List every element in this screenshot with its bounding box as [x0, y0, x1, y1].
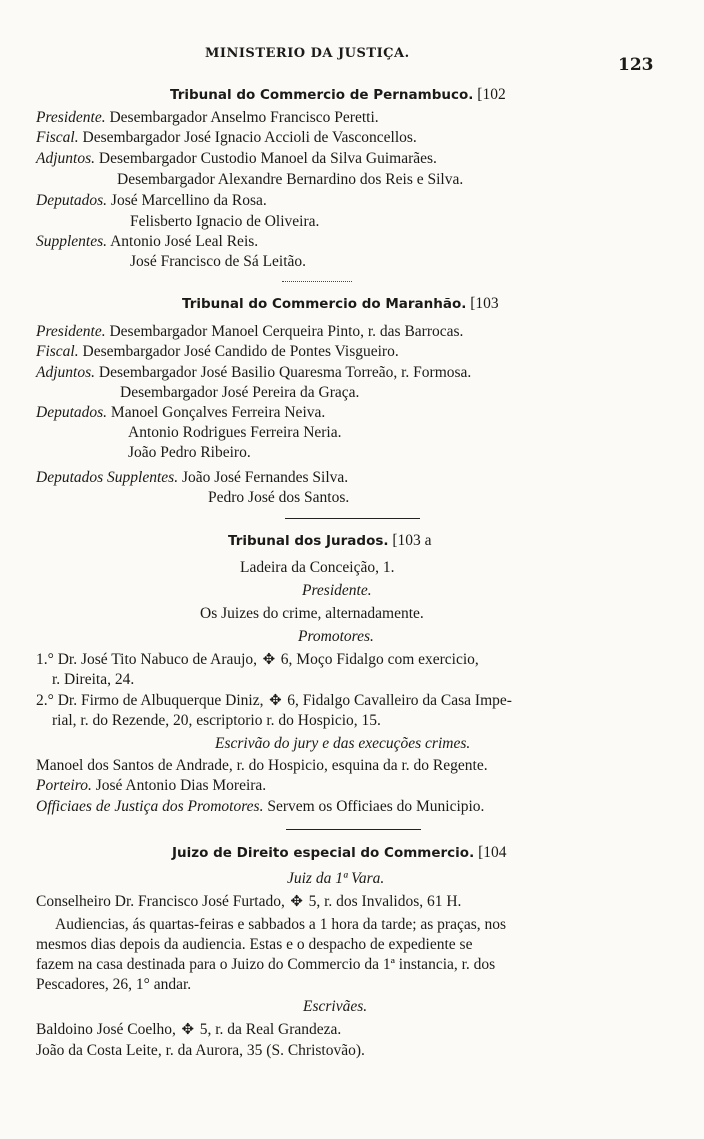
juizo-ref: [104	[478, 844, 507, 861]
cross-of-order-icon: ✥	[290, 894, 303, 910]
audiencias-line-1: Audiencias, ás quartas-feiras e sabbados a 1 hora da tarde; as praças, nos	[55, 916, 507, 933]
label: Fiscal.	[36, 129, 79, 146]
maranhao-ref: [103	[470, 295, 499, 312]
audiencias-line-4: Pescadores, 26, 1° andar.	[36, 976, 192, 993]
pernambuco-fiscal	[36, 128, 417, 148]
value: Conselheiro Dr. Francisco José Furtado,	[36, 893, 285, 910]
pernambuco-deputado-2: Felisberto Ignacio de Oliveira.	[130, 213, 320, 230]
pernambuco-deputados	[36, 191, 267, 211]
value: Desembargador José Ignacio Accioli de Vasconcellos.	[82, 129, 417, 146]
label: Deputados.	[36, 404, 108, 421]
maranhao-adjunto-2: Desembargador José Pereira da Graça.	[120, 384, 360, 401]
label: Adjuntos.	[36, 150, 95, 167]
label: Adjuntos.	[36, 364, 95, 381]
ministry-header: MINISTERIO DA JUSTIÇA.	[205, 46, 410, 61]
maranhao-supplentes	[36, 468, 348, 488]
value: 6, Fidalgo Cavalleiro da Casa Impe-	[287, 692, 512, 709]
cross-of-order-icon: ✥	[181, 1022, 195, 1038]
label: Presidente.	[36, 323, 106, 340]
juizo-heading	[172, 843, 507, 863]
pernambuco-supplentes	[36, 232, 258, 252]
promotor-2	[36, 691, 512, 711]
jurados-promotores-label: Promotores.	[298, 628, 374, 645]
escrivao-label: Escrivão do jury e das execuções crimes.	[215, 735, 471, 752]
pernambuco-heading	[170, 85, 506, 105]
label: Deputados.	[36, 192, 108, 209]
pernambuco-adjuntos	[36, 149, 437, 169]
escrivao-2: João da Costa Leite, r. da Aurora, 35 (S. Christovão).	[36, 1042, 365, 1059]
value: José Antonio Dias Moreira.	[95, 777, 267, 794]
juizo-title: Juizo de Direito especial do Commercio.	[172, 845, 475, 861]
pernambuco-supplente-2: José Francisco de Sá Leitão.	[130, 253, 307, 270]
maranhao-fiscal	[36, 342, 399, 362]
cross-of-order-icon: ✥	[269, 693, 282, 709]
value: 6, Moço Fidalgo com exercicio,	[280, 651, 479, 668]
juiz	[36, 892, 461, 912]
jurados-presidente-label: Presidente.	[302, 582, 372, 599]
escrivaes-label: Escrivães.	[303, 998, 368, 1015]
divider	[285, 518, 420, 519]
jurados-heading	[228, 531, 432, 551]
promotor-2-cont: rial, r. do Rezende, 20, escriptorio r. do Hospicio, 15.	[52, 712, 381, 729]
value: Antonio José Leal Reis.	[110, 233, 259, 250]
value: 1.° Dr. José Tito Nabuco de Araujo,	[36, 651, 258, 668]
page-number: 123	[618, 55, 654, 75]
pernambuco-title: Tribunal do Commercio de Pernambuco.	[170, 87, 474, 103]
promotor-1	[36, 650, 479, 670]
label: Officiaes de Justiça dos Promotores.	[36, 798, 264, 815]
jurados-presidente: Os Juizes do crime, alternadamente.	[200, 605, 424, 622]
value: Desembargador Custodio Manoel da Silva Guimarães.	[98, 150, 437, 167]
label: Porteiro.	[36, 777, 92, 794]
audiencias-line-3: fazem na casa destinada para o Juizo do Commercio da 1ª instancia, r. dos	[36, 956, 496, 973]
value: João José Fernandes Silva.	[181, 469, 349, 486]
value: Desembargador José Candido de Pontes Visgueiro.	[82, 343, 399, 360]
value: Manoel Gonçalves Ferreira Neiva.	[110, 404, 326, 421]
vara-label: Juiz da 1ª Vara.	[287, 870, 385, 887]
value: Servem os Officiaes do Municipio.	[267, 798, 485, 815]
pernambuco-ref: [102	[477, 86, 506, 103]
label: Presidente.	[36, 109, 106, 126]
jurados-address: Ladeira da Conceição, 1.	[240, 559, 395, 576]
divider	[286, 829, 421, 830]
value: Desembargador José Basilio Quaresma Torreão, r. Formosa.	[98, 364, 472, 381]
cross-of-order-icon: ✥	[262, 652, 276, 668]
label: Supplentes.	[36, 233, 108, 250]
value: 5, r. dos Invalidos, 61 H.	[308, 893, 462, 910]
escrivao-jury: Manoel dos Santos de Andrade, r. do Hospicio, esquina da r. do Regente.	[36, 757, 488, 774]
value: Baldoino José Coelho,	[36, 1021, 176, 1038]
maranhao-deputados	[36, 403, 325, 423]
pernambuco-adjunto-2: Desembargador Alexandre Bernardino dos Reis e Silva.	[117, 171, 464, 188]
officiaes	[36, 797, 484, 817]
label: Fiscal.	[36, 343, 79, 360]
maranhao-presidente	[36, 322, 463, 342]
porteiro	[36, 776, 266, 796]
maranhao-heading	[182, 294, 499, 314]
value: José Marcellino da Rosa.	[110, 192, 267, 209]
escrivao-1	[36, 1020, 341, 1040]
label: Deputados Supplentes.	[36, 469, 179, 486]
pernambuco-presidente	[36, 108, 379, 128]
promotor-1-cont: r. Direita, 24.	[52, 671, 135, 688]
value: Desembargador Anselmo Francisco Peretti.	[109, 109, 379, 126]
maranhao-adjuntos	[36, 363, 471, 383]
jurados-title: Tribunal dos Jurados.	[228, 533, 389, 549]
value: 5, r. da Real Grandeza.	[199, 1021, 342, 1038]
audiencias-line-2: mesmos dias depois da audiencia. Estas e o despacho de expediente se	[36, 936, 473, 953]
maranhao-deputado-3: João Pedro Ribeiro.	[128, 444, 251, 461]
value: Desembargador Manoel Cerqueira Pinto, r. das Barrocas.	[109, 323, 464, 340]
divider	[282, 281, 352, 282]
value: 2.° Dr. Firmo de Albuquerque Diniz,	[36, 692, 264, 709]
maranhao-supplente-2: Pedro José dos Santos.	[208, 489, 350, 506]
maranhao-deputado-2: Antonio Rodrigues Ferreira Neria.	[128, 424, 342, 441]
jurados-ref: [103 a	[392, 532, 432, 549]
maranhao-title: Tribunal do Commercio do Maranhão.	[182, 296, 467, 312]
